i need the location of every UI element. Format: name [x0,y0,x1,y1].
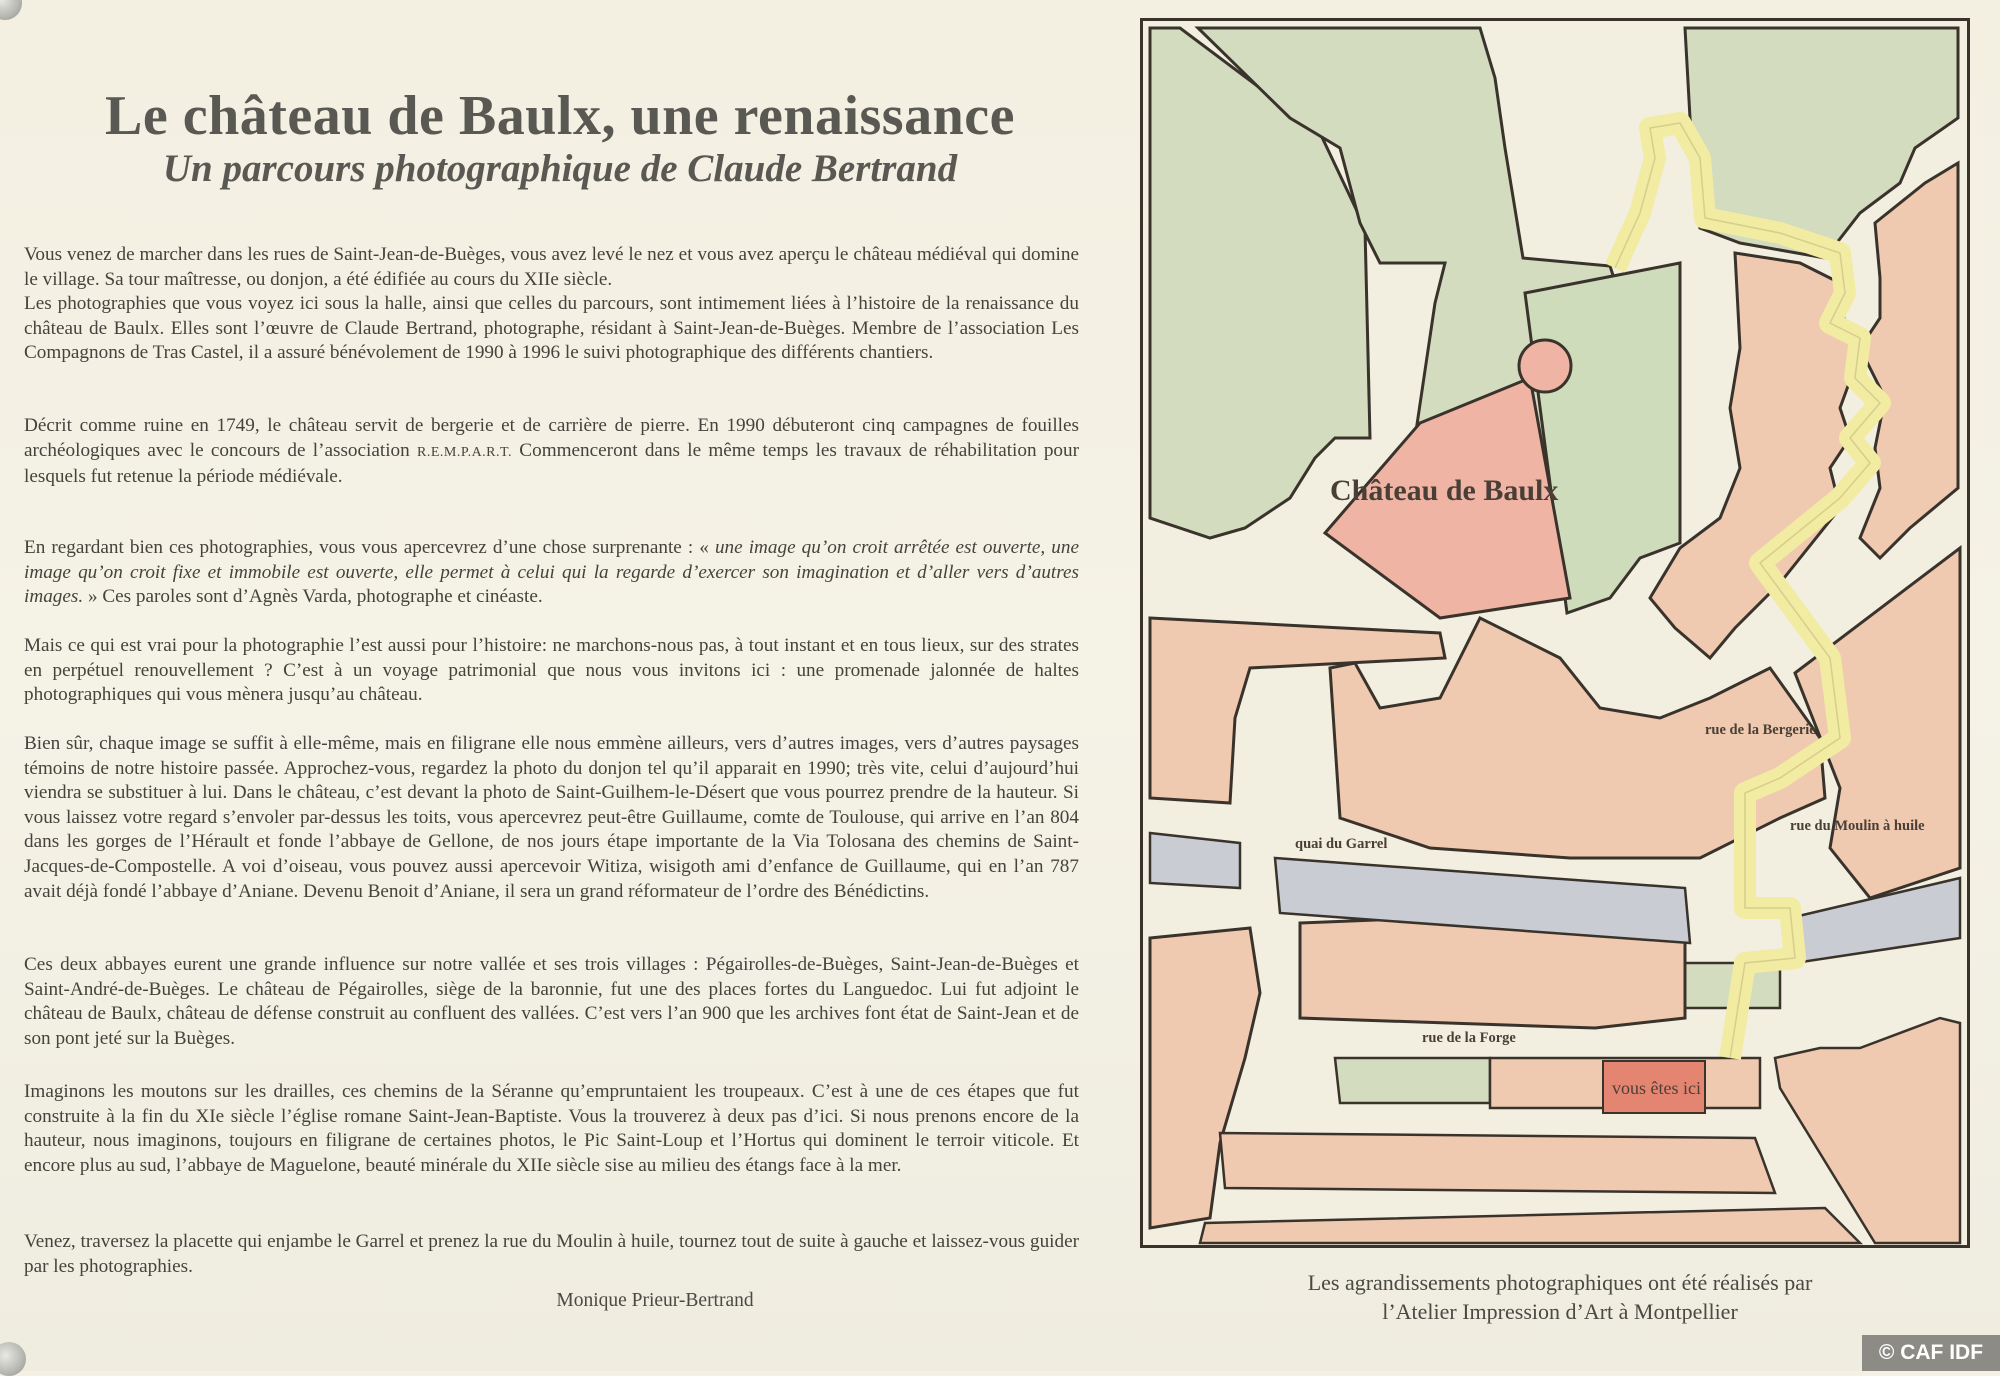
author-signature: Monique Prieur-Bertrand [556,1290,754,1311]
paragraph-1: Vous venez de marcher dans les rues de Saint-Jean-de-Buèges, vous avez levé le nez et vous avez aperçu le château médiéval qui domine le village. Sa tour maîtresse, ou donjon, a été édifiée au cours du XIIe siècle. [24,244,1079,290]
paragraph-8: Venez, traversez la placette qui enjambe le Garrel et prenez la rue du Moulin à huile, tournez tout de suite à gauche et laissez-vous guider par les photographies. [24,1231,1079,1277]
page-subtitle: Un parcours photographique de Claude Bertrand [162,147,958,190]
paragraph-3-part-b: » Ces paroles sont d’Agnès Varda, photographe et cinéaste. [87,586,543,608]
paragraph-ruine [24,414,1079,490]
street-label-moulin: rue du Moulin à huile [1790,818,1925,834]
map-pink-block-3 [1220,1133,1775,1193]
paragraph-7: Imaginons les moutons sur les drailles, ces chemins de la Séranne qu’empruntaient les troupeaux. C’est à une de ces étapes que fut construite à la fin du XIe siècle l’église romane Saint-Jean-Baptiste. Vous la trouverez à deux pas d’ici. Si nous prenons encore de la hauteur, nous imaginons, toujours en filigrane de certaines photos, le Pic Saint-Loup et l’Hortus qui dominent le terroir viticole. Et encore plus au sud, l’abbaye de Maguelone, beauté minérale du XIIe siècle sise au milieu des étangs face à la mer. [24,1081,1079,1176]
street-label-forge: rue de la Forge [1422,1030,1516,1046]
river-garrel-west [1150,833,1240,888]
paragraph-3 [24,536,1079,610]
street-label-bergerie: rue de la Bergerie [1705,722,1816,738]
paragraph-1b: Les photographies que vous voyez ici sous la halle, ainsi que celles du parcours, sont intimement liées à l’histoire de la renaissance du château de Baulx. Elles sont l’œuvre de Claude Bertrand, photographe, résidant à Saint-Jean-de-Buèges. Membre de l’association Les Compagnons de Tras Castel, il a assuré bénévolement de 1990 à 1996 le suivi photographique des différents chantiers. [24,293,1079,364]
castle-tower [1519,340,1571,392]
paragraph-varda [24,536,1079,610]
map-caption [1170,1268,1950,1326]
paragraph-abbayes [24,953,1079,1051]
paragraph-histoire [24,634,1079,708]
you-are-here-label: vous êtes ici [1612,1078,1701,1098]
paragraph-3-part-a: En regardant bien ces photographies, vous vous apercevrez d’une chose surprenante : « [24,537,709,558]
village-map [1140,18,1970,1248]
paragraph-venez [24,1230,1079,1279]
copyright-badge: © CAF IDF [1862,1335,2000,1371]
paragraph-intro [24,243,1079,366]
rempart-acronym: R.E.M.P.A.R.T. [417,444,513,460]
paragraph-2-part-a: Décrit comme ruine en 1749, le château servit de bergerie et de carrière de pierre. En 1990 débuteront cinq campagnes de fouilles archéologiques avec le concours de l’association [24,415,1079,461]
page-title: Le château de Baulx, une renaissance [105,85,1015,147]
map-pink-zone-far-east [1860,163,1958,558]
paragraph-6: Ces deux abbayes eurent une grande influence sur notre vallée et ses trois villages : Pégairolles-de-Buèges, Saint-Jean-de-Buèges et Saint-André-de-Buèges. Le château de Pégairolles, siège de la baronnie, fut une des places fortes du Languedoc. Lui fut adjoint le château de Baulx, château de défense construit au confluent des vallées. C’est vers l’an 900 que les archives font état de Saint-Jean et de son pont jeté sur la Buèges. [24,954,1079,1049]
paragraph-5: Bien sûr, chaque image se suffit à elle-même, mais en filigrane elle nous emmène ailleurs, vers d’autres images, vers d’autres paysages témoins de notre histoire passée. Approchez-vous, regardez la photo du donjon tel qu’il apparait en 1990; très vite, celui d’aujourd’hui viendra se substituer à lui. Dans le château, c’est devant la photo de Saint-Guilhem-le-Désert que vous pourrez prendre de la hauteur. Si vous laissez votre regard s’envoler par-dessus les toits, vous apercevrez peut-être Guillaume, comte de Toulouse, qui arrive en l’an 804 dans les gorges de l’Hérault et fonde l’abbaye de Gellone, de nos jours étape importante de la Via Tolosana des chemins de Saint-Jacques-de-Compostelle. A voi d’oiseau, vous pouvez aussi apercevoir Witiza, wisigoth ami d’enfance de Guillaume, qui en l’an 787 avait déjà fondé l’abbaye d’Aniane. Devenu Benoit d’Aniane, il sera un grand réformateur de l’ordre des Bénédictins. [24,733,1079,902]
paragraph-images [24,732,1079,904]
paragraph-2 [24,414,1079,490]
map-green-plot [1335,1058,1490,1103]
map-caption-line-2: l’Atelier Impression d’Art à Montpellier [1382,1299,1738,1324]
paragraph-4: Mais ce qui est vrai pour la photographie l’est aussi pour l’histoire: ne marchons-nous pas, à tout instant et en tous lieux, sur des strates en perpétuel renouvellement ? C’est à un voyage patrimonial que nous vous invitons ici : une promenade jalonnée de haltes photographiques qui vous mènera jusqu’au château. [24,635,1079,706]
street-label-garrel: quai du Garrel [1295,836,1388,852]
varda-quote: une image qu’on croit arrêtée est ouverte, une image qu’on croit fixe et immobile est ouverte, elle permet à celui qui la regarde d’exercer son imagination et d’aller vers d’autres images. [24,537,1079,608]
paragraph-moutons [24,1080,1079,1178]
paragraph-2-part-b: Commenceront dans le même temps les travaux de réhabilitation pour lesquels fut retenue la période médiévale. [24,439,1079,488]
map-caption-line-1: Les agrandissements photographiques ont été réalisés par [1307,1270,1813,1295]
castle-label: Château de Baulx [1330,474,1559,507]
